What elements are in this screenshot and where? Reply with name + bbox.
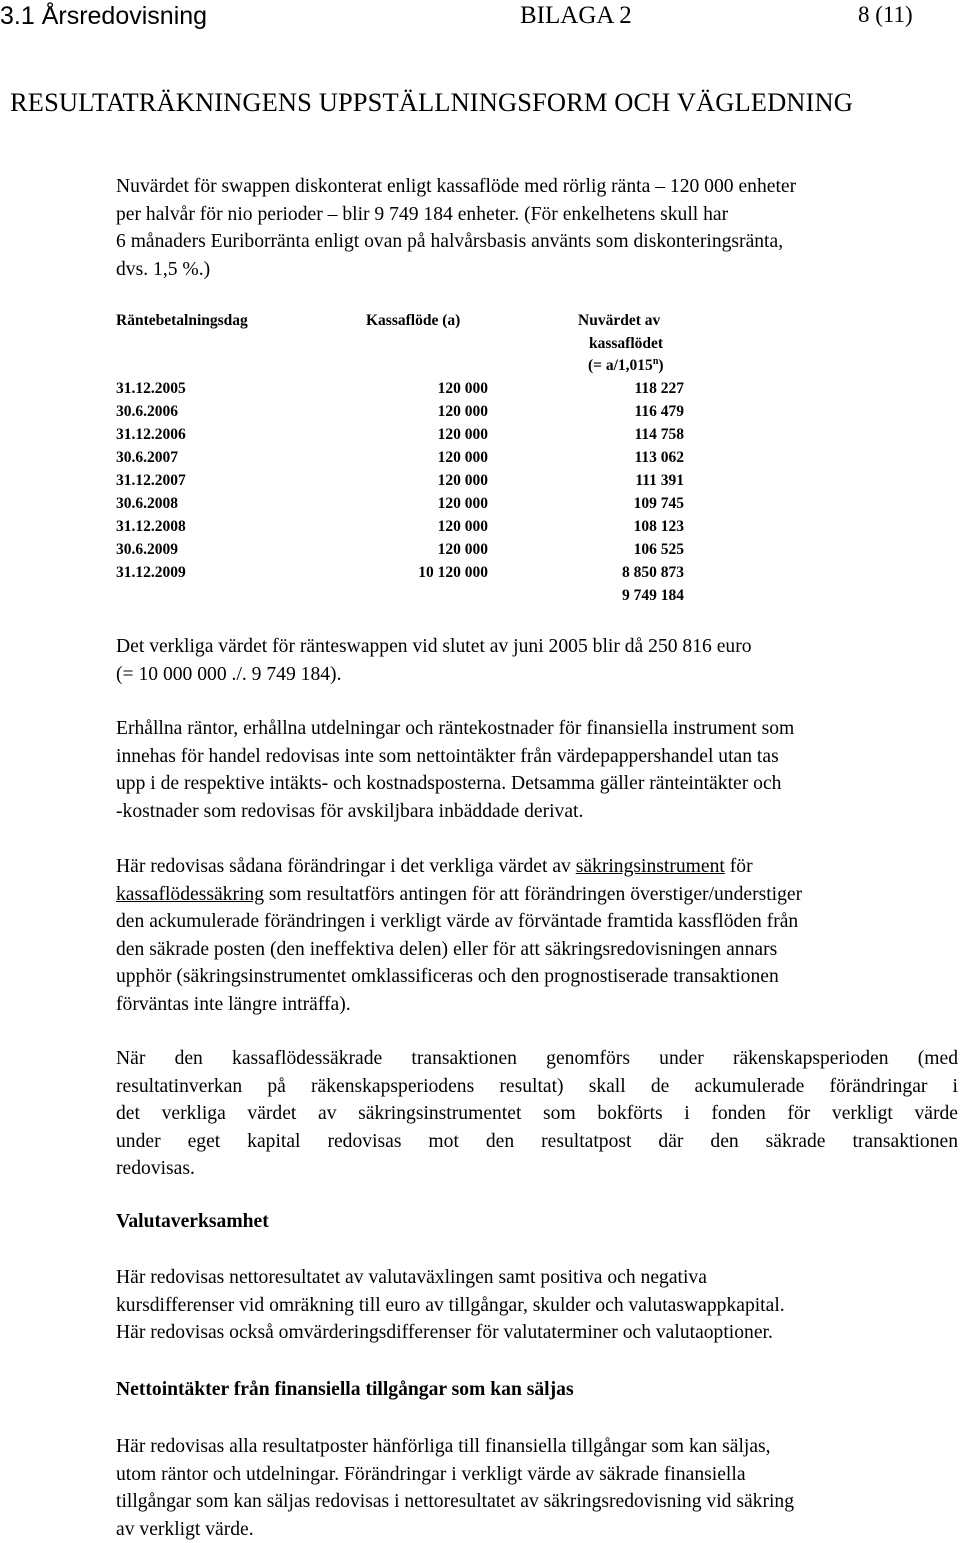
cell-cashflow: 120 000: [437, 426, 488, 443]
paragraph-line: kassaflödessäkring som resultatförs antingen för att förändringen överstiger/understiger: [116, 883, 803, 905]
received-interest-paragraph: [116, 715, 946, 825]
cell-cashflow: 120 000: [437, 449, 488, 466]
table-row: [116, 426, 716, 449]
cell-total: 9 749 184: [622, 587, 684, 604]
link-kassaflodessakring[interactable]: kassaflödessäkring: [116, 883, 265, 905]
cell-date: 31.12.2005: [116, 380, 186, 397]
paragraph-line: under eget kapital redovisas mot den resultatpost där den säkrade transaktionen: [116, 1130, 958, 1152]
cell-present-value: 113 062: [634, 449, 684, 466]
column-header-cashflow: Kassaflöde (a): [366, 312, 461, 329]
cell-cashflow: 120 000: [437, 403, 488, 420]
cell-present-value: 109 745: [633, 495, 684, 512]
column-header-present-value-formula: (= $a/1,015^n$): [588, 356, 664, 375]
cell-present-value: 106 525: [633, 541, 684, 558]
cell-date: 30.6.2008: [116, 495, 178, 512]
paragraph-line: -kostnader som redovisas för avskiljbara inbäddade derivat.: [116, 800, 584, 822]
paragraph-line: tillgångar som kan säljas redovisas i nettoresultatet av säkringsredovisning vid säkring: [116, 1491, 795, 1513]
table-row: [116, 564, 716, 587]
paragraph-line: Nuvärdet för swappen diskonterat enligt kassaflöde med rörlig ränta – 120 000 enheter: [116, 176, 797, 197]
cell-present-value: 8 850 873: [622, 564, 684, 581]
table-row: [116, 541, 716, 564]
column-header-present-value-line2: kassaflödet: [589, 335, 664, 352]
header-bilaga-label: BILAGA 2: [520, 2, 632, 29]
hedging-paragraph: [116, 853, 946, 1019]
document-title: RESULTATRÄKNINGENS UPPSTÄLLNINGSFORM OCH VÄGLEDNING: [10, 87, 853, 117]
currency-paragraph: [116, 1264, 946, 1347]
table-row: [116, 495, 716, 518]
paragraph-line: dvs. 1,5 %.): [116, 258, 211, 280]
table-total-row: [116, 587, 716, 610]
paragraph-line: Erhållna räntor, erhållna utdelningar och räntekostnader för finansiella instrument som: [116, 718, 795, 739]
cell-date: 31.12.2008: [116, 518, 186, 535]
paragraph-line: upp i de respektive intäkts- och kostnadsposterna. Detsamma gäller ränteintäkter och: [116, 773, 782, 795]
cell-date: 31.12.2007: [116, 472, 186, 489]
available-for-sale-paragraph: [116, 1433, 946, 1543]
heading-nettointakter: Nettointäkter från finansiella tillgångar som kan säljas: [116, 1379, 574, 1400]
paragraph-line: Här redovisas sådana förändringar i det verkliga värdet av säkringsinstrument för: [116, 856, 753, 877]
table-row: [116, 403, 716, 426]
paragraph-line: kursdifferenser vid omräkning till euro av tillgångar, skulder och valutaswappkapital.: [116, 1294, 785, 1316]
cell-date: 30.6.2009: [116, 541, 178, 558]
paragraph-line: Här redovisas också omvärderingsdifferenser för valutaterminer och valutaoptioner.: [116, 1322, 773, 1344]
paragraph-line: den säkrade posten (den ineffektiva delen) eller för att säkringsredovisningen annars: [116, 938, 778, 960]
paragraph-line: innehas för handel redovisas inte som nettointäkter från värdepappershandel utan tas: [116, 745, 779, 767]
paragraph-line: När den kassaflödessäkrade transaktionen genomförs under räkenskapsperioden (med: [116, 1048, 958, 1069]
fair-value-paragraph: [116, 633, 946, 688]
cell-cashflow: 120 000: [437, 380, 488, 397]
paragraph-line: den ackumulerade förändringen i verkligt värde av förväntade framtida kassflöden från: [116, 911, 799, 933]
cell-present-value: 111 391: [635, 472, 684, 489]
cell-cashflow: 10 120 000: [418, 564, 488, 581]
table-row: [116, 380, 716, 403]
paragraph-line: Det verkliga värdet för ränteswappen vid slutet av juni 2005 blir då 250 816 euro: [116, 636, 752, 657]
paragraph-line: upphör (säkringsinstrumentet omklassificeras och den prognostiserade transaktionen: [116, 966, 779, 988]
header-section-title: 3.1 Årsredovisning: [0, 2, 208, 30]
cell-date: 31.12.2006: [116, 426, 186, 443]
cell-cashflow: 120 000: [437, 541, 488, 558]
paragraph-line: förväntas inte längre inträffa).: [116, 993, 351, 1015]
paragraph-line: per halvår för nio perioder – blir 9 749 184 enheter. (För enkelhetens skull har: [116, 203, 729, 225]
paragraph-line: det verkliga värdet av säkringsinstrumentet som bokförts i fonden för verkligt värde: [116, 1103, 958, 1125]
table-row: [116, 449, 716, 472]
cell-cashflow: 120 000: [437, 518, 488, 535]
column-header-present-value: Nuvärdet av: [578, 312, 661, 329]
cell-cashflow: 120 000: [437, 495, 488, 512]
intro-paragraph: [116, 173, 946, 283]
cell-date: 31.12.2009: [116, 564, 186, 581]
cashflow-hedge-paragraph: [116, 1045, 958, 1183]
link-sakringsinstrument[interactable]: säkringsinstrument: [575, 856, 725, 877]
cell-date: 30.6.2006: [116, 403, 178, 420]
paragraph-line: (= 10 000 000 ./. 9 749 184).: [116, 663, 342, 685]
paragraph-line: utom räntor och utdelningar. Förändringar i verkligt värde av säkrade finansiella: [116, 1463, 746, 1485]
cell-date: 30.6.2007: [116, 449, 178, 466]
header-page-number: 8 (11): [858, 2, 913, 27]
cell-cashflow: 120 000: [437, 472, 488, 489]
column-header-date: Räntebetalningsdag: [116, 312, 248, 329]
cell-present-value: 118 227: [634, 380, 684, 397]
cell-present-value: 108 123: [633, 518, 684, 535]
cell-present-value: 114 758: [634, 426, 684, 443]
paragraph-line: resultatinverkan på räkenskapsperiodens resultat) skall de ackumulerade förändringar i: [116, 1075, 958, 1097]
cell-present-value: 116 479: [634, 403, 684, 420]
table-row: [116, 518, 716, 541]
table-row: [116, 472, 716, 495]
paragraph-line: redovisas.: [116, 1158, 195, 1180]
paragraph-line: Här redovisas alla resultatposter hänförliga till finansiella tillgångar som kan säljas,: [116, 1436, 771, 1457]
paragraph-line: av verkligt värde.: [116, 1518, 254, 1540]
paragraph-line: 6 månaders Euriborränta enligt ovan på halvårsbasis använts som diskonteringsränta,: [116, 231, 784, 253]
heading-valutaverksamhet: Valutaverksamhet: [116, 1211, 269, 1232]
paragraph-line: Här redovisas nettoresultatet av valutaväxlingen samt positiva och negativa: [116, 1267, 707, 1288]
